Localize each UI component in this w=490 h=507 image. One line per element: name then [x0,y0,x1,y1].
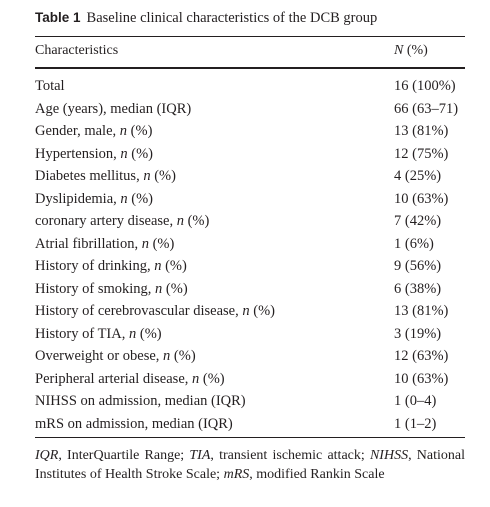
row-n-italic: n [141,235,149,252]
row-n-italic: n [154,258,162,274]
table-row [35,368,465,391]
row-label: NIHSS on admission, median (IQR) [35,393,246,409]
row-characteristic [35,120,152,143]
row-value: 16 (100%) [394,78,456,94]
row-suffix: (%) [148,235,175,252]
row-label: Peripheral arterial disease, [35,370,193,387]
row-characteristic [35,278,188,301]
row-suffix: (%) [199,370,225,387]
row-value: 66 (63–71) [394,100,459,117]
row-value: 10 (63%) [394,370,449,387]
row-label: mRS on admission, median (IQR) [35,415,233,432]
row-label: Total [35,78,65,94]
caption-label: Table 1 [35,10,81,25]
row-n-italic: n [128,325,137,342]
row-label: History of TIA, [35,325,129,342]
row-suffix: (%) [170,348,196,364]
table-row [35,413,465,436]
row-characteristic [35,323,162,346]
row-characteristic [35,188,153,211]
row-value: 6 (38%) [394,280,442,297]
row-characteristic [35,345,196,368]
row-label: Gender, male, [35,123,120,139]
header-n-italic: N [394,43,404,58]
header-count [394,41,428,61]
row-suffix: (%) [136,325,162,342]
row-suffix: (%) [249,303,275,319]
row-value: 3 (19%) [394,325,442,342]
row-label: Atrial fibrillation, [35,235,142,252]
table-caption [35,10,377,27]
row-n-italic: n [143,168,151,184]
caption-text: Baseline clinical characteristics of the DCB group [86,10,378,26]
table-row [35,323,465,346]
footnote-abbreviation: NIHSS [369,448,409,463]
row-value: 12 (75%) [394,145,449,162]
footnote-definition: , transient ischemic attack; [210,448,370,463]
row-label: Overweight or obese, [35,348,164,364]
row-characteristic [35,98,191,121]
row-value: 1 (6%) [394,235,434,252]
row-n-italic: n [119,123,128,139]
table-row [35,300,465,323]
table-row [35,210,465,233]
footnote-abbreviation: TIA [189,448,211,463]
table-body [35,75,465,435]
footnote-abbreviation: mRS [223,467,250,482]
row-characteristic [35,413,233,436]
row-characteristic [35,368,225,391]
table-row [35,255,465,278]
table-row [35,233,465,256]
row-label: Diabetes mellitus, [35,168,144,184]
row-label: History of smoking, [35,280,156,297]
row-value: 4 (25%) [394,168,442,184]
table-row [35,120,465,143]
row-suffix: (%) [127,123,153,139]
top-rule [35,36,465,37]
table-row [35,98,465,121]
row-suffix: (%) [161,258,187,274]
row-n-italic: n [242,303,250,319]
footnote-definition: , National Institutes of Health Stroke Scale; [35,448,465,482]
table-row [35,143,465,166]
row-suffix: (%) [127,190,154,207]
footnote-definition: , modified Rankin Scale [249,467,385,482]
header-rule [35,67,465,69]
header-percent: (%) [403,43,428,58]
row-label: coronary artery disease, [35,213,177,229]
row-n-italic: n [192,370,200,387]
footnote-definition: , InterQuartile Range; [58,448,190,463]
row-label: Hypertension, [35,145,121,162]
table-footnote [35,446,465,484]
row-suffix: (%) [127,145,153,162]
table-row [35,165,465,188]
row-characteristic [35,143,153,166]
row-characteristic [35,210,209,233]
row-n-italic: n [163,348,171,364]
table-row [35,278,465,301]
table-header [35,41,465,61]
row-characteristic [35,75,65,98]
row-characteristic [35,255,187,278]
row-characteristic [35,390,246,413]
row-value: 13 (81%) [394,123,449,139]
table-row [35,75,465,98]
table-row [35,390,465,413]
row-value: 1 (0–4) [394,393,437,409]
row-suffix: (%) [150,168,176,184]
row-label: History of drinking, [35,258,155,274]
footnote-abbreviation: IQR [35,448,59,463]
header-characteristics: Characteristics [35,43,119,58]
bottom-rule [35,437,465,438]
row-label: Dyslipidemia, [35,190,121,207]
row-suffix: (%) [162,280,188,297]
row-value: 7 (42%) [394,213,442,229]
table-row [35,345,465,368]
row-characteristic [35,165,176,188]
row-characteristic [35,233,174,256]
row-label: History of cerebrovascular disease, [35,303,243,319]
row-label: Age (years), median (IQR) [35,100,192,117]
row-value: 13 (81%) [394,303,449,319]
table-row [35,188,465,211]
row-suffix: (%) [183,213,210,229]
row-n-italic: n [120,190,128,207]
row-value: 1 (1–2) [394,415,437,432]
row-n-italic: n [120,145,128,162]
row-value: 10 (63%) [394,190,449,207]
row-characteristic [35,300,275,323]
row-value: 12 (63%) [394,348,449,364]
row-value: 9 (56%) [394,258,442,274]
row-n-italic: n [155,280,163,297]
row-n-italic: n [176,213,184,229]
